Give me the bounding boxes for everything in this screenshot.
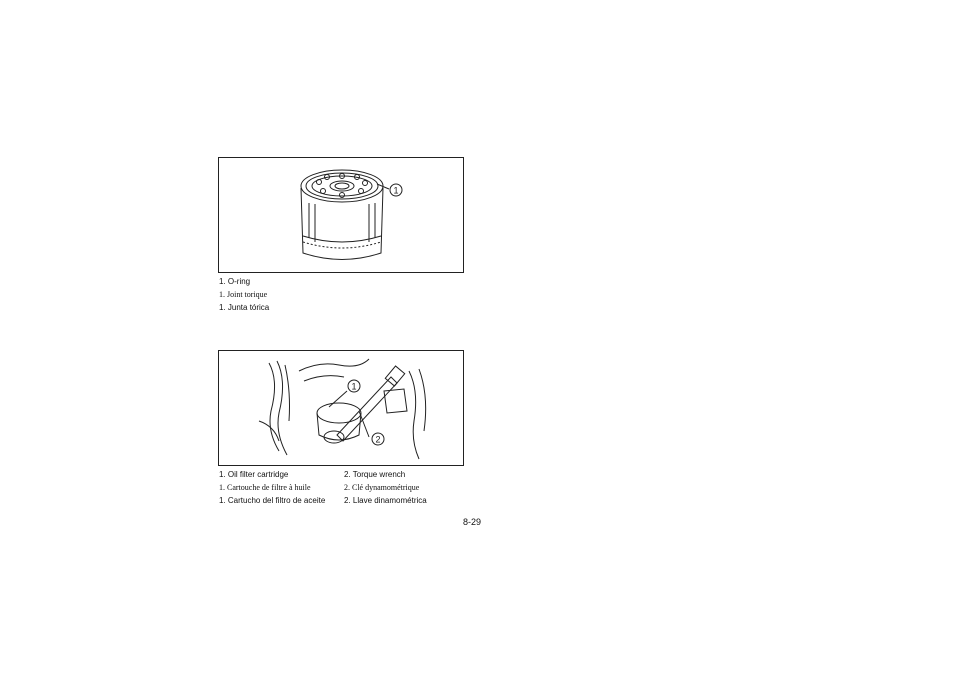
caption-es: 1. Junta tórica — [219, 303, 270, 312]
figure-oil-filter-o-ring — [218, 157, 464, 273]
caption-fr: 1. Cartouche de filtre à huile 2. Clé dynamométrique — [219, 483, 420, 492]
caption-es: 1. Cartucho del filtro de aceite 2. Llave dinamométrica — [219, 496, 427, 505]
figure-torque-wrench — [218, 350, 464, 466]
caption-fr: 1. Joint torique — [219, 290, 268, 299]
torque-wrench-illustration — [219, 351, 463, 465]
caption-en: 1. O-ring — [219, 277, 251, 286]
figure2-caption — [219, 468, 427, 507]
callout-1: 1 — [351, 381, 357, 392]
caption-en: 1. Oil filter cartridge 2. Torque wrench — [219, 470, 406, 479]
page-number: 8-29 — [463, 517, 482, 527]
figure1-caption — [219, 275, 269, 314]
oil-filter-illustration — [219, 158, 463, 272]
callout-2: 2 — [375, 434, 381, 445]
callout-1: 1 — [393, 185, 399, 196]
